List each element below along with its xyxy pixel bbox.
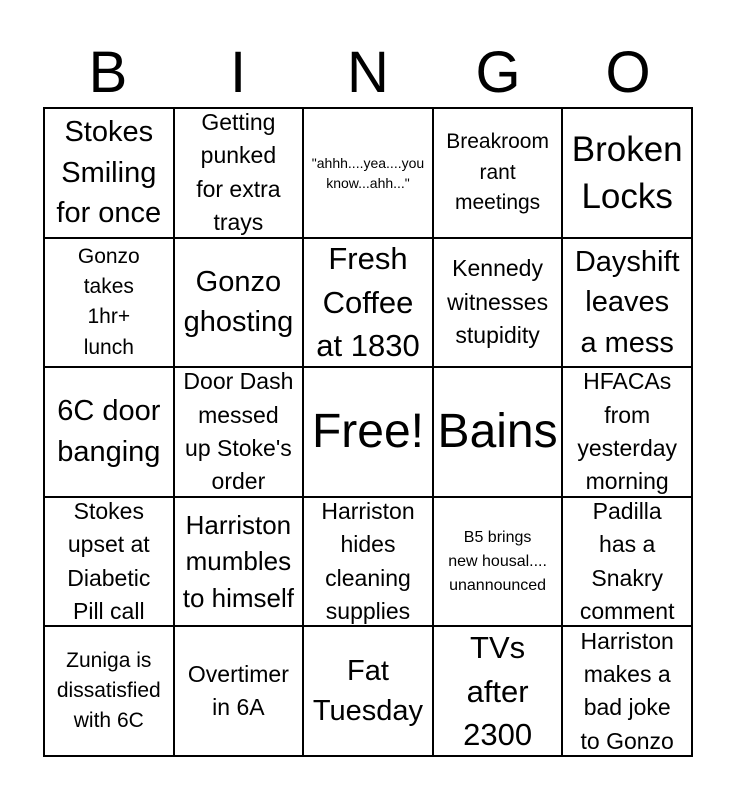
bingo-cell-text: "ahhh....yea....you know...ahh..." xyxy=(311,154,425,191)
bingo-cell-text: Stokes Smiling for once xyxy=(56,115,162,230)
bingo-cell[interactable] xyxy=(562,497,692,627)
bingo-cell-text: Getting punked for extra trays xyxy=(196,109,281,236)
bingo-cell-text: Gonzo ghosting xyxy=(183,265,294,339)
bingo-cell[interactable] xyxy=(303,497,433,627)
bingo-cell-text: Breakroom rant meetings xyxy=(446,130,549,215)
bingo-cell[interactable] xyxy=(174,108,304,238)
bingo-cell[interactable] xyxy=(433,108,563,238)
bingo-cell-text: 6C door banging xyxy=(57,395,161,468)
bingo-cell-text: Bains xyxy=(437,405,558,459)
bingo-cell-text: HFACAs from yesterday morning xyxy=(577,368,678,495)
header-letter-o: O xyxy=(605,40,651,105)
bingo-cell[interactable] xyxy=(433,238,563,368)
header-letter-n: N xyxy=(347,40,389,105)
bingo-cell[interactable] xyxy=(174,367,304,497)
bingo-cell[interactable] xyxy=(174,626,304,756)
bingo-cell[interactable] xyxy=(44,497,174,627)
bingo-cell-text: Harriston mumbles to himself xyxy=(182,510,295,613)
bingo-cell[interactable] xyxy=(44,367,174,497)
header-letter-b: B xyxy=(88,40,128,105)
bingo-cell[interactable] xyxy=(44,238,174,368)
bingo-cell[interactable] xyxy=(303,626,433,756)
bingo-cell[interactable] xyxy=(433,367,563,497)
bingo-cell-text: Gonzo takes 1hr+ lunch xyxy=(77,244,140,359)
bingo-cell-text: Free! xyxy=(311,405,424,459)
bingo-cell-text: Zuniga is dissatisfied with 6C xyxy=(56,648,161,733)
bingo-cell-text: TVs after 2300 xyxy=(463,630,533,752)
bingo-cell[interactable] xyxy=(303,367,433,497)
bingo-cell-text: B5 brings new housal.... unannounced xyxy=(448,528,547,594)
bingo-cell[interactable] xyxy=(433,497,563,627)
bingo-cell[interactable] xyxy=(562,626,692,756)
bingo-cell[interactable] xyxy=(44,626,174,756)
bingo-cell[interactable] xyxy=(303,108,433,238)
bingo-cell-text: Harriston makes a bad joke to Gonzo xyxy=(580,627,674,754)
bingo-header xyxy=(43,38,693,108)
bingo-cell[interactable] xyxy=(562,367,692,497)
bingo-cell[interactable] xyxy=(174,497,304,627)
bingo-cell-text: Fat Tuesday xyxy=(312,654,424,728)
bingo-cell[interactable] xyxy=(562,108,692,238)
bingo-cell-text: Stokes upset at Diabetic Pill call xyxy=(67,497,151,624)
bingo-cell[interactable] xyxy=(174,238,304,368)
bingo-cell[interactable] xyxy=(562,238,692,368)
header-letter-i: I xyxy=(229,40,247,105)
bingo-cell-text: Kennedy witnesses stupidity xyxy=(447,255,549,349)
header-letter-g: G xyxy=(475,40,521,105)
bingo-cell[interactable] xyxy=(303,238,433,368)
bingo-cell[interactable] xyxy=(433,626,563,756)
bingo-cell-text: Padilla has a Snakry comment xyxy=(579,497,675,624)
bingo-cell-text: Door Dash messed up Stoke's order xyxy=(183,368,294,495)
bingo-cell[interactable] xyxy=(44,108,174,238)
bingo-cell-text: Overtimer in 6A xyxy=(187,660,289,721)
bingo-grid xyxy=(43,107,693,757)
bingo-cell-text: Harriston hides cleaning supplies xyxy=(321,497,415,624)
bingo-cell-text: Fresh Coffee at 1830 xyxy=(316,241,420,364)
bingo-cell-text: Broken Locks xyxy=(571,129,683,216)
bingo-cell-text: Dayshift leaves a mess xyxy=(574,245,680,359)
